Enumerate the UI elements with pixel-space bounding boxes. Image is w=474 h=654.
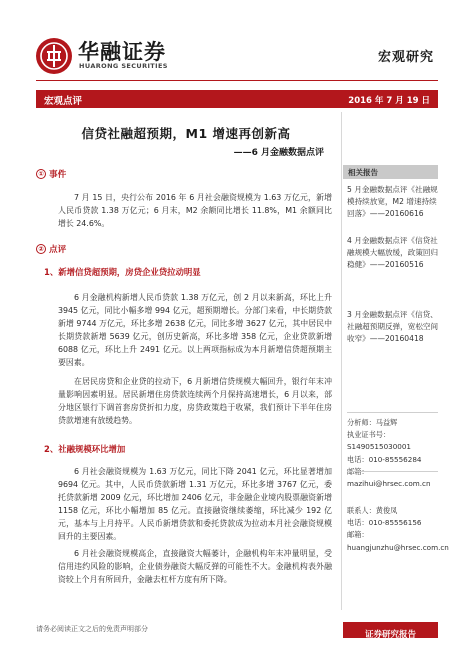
contact-email[interactable]: 邮箱：huangjunzhu@hrsec.com.cn — [347, 530, 449, 552]
related-reports-title: 相关报告 — [348, 168, 378, 177]
event-paragraph: 7 月 15 日，央行公布 2016 年 6 月社会融资规模为 1.63 万亿元，新增人民币贷款 1.38 万亿元；6 月末，M2 余额同比增长 11.8%，M1 余额同比增长 24.6%。 — [58, 193, 332, 228]
analyst-email[interactable]: mazihui@hrsec.com.cn — [347, 479, 431, 489]
section-event-title: 事件 — [49, 170, 67, 180]
contact-person — [347, 505, 449, 554]
contact-divider — [347, 412, 438, 413]
paragraph-4: 6 月社会融资规模高企，直接融资大幅萎计，企融机构年末冲量明显，受信用违约风险的影响，企业债券融资大幅反弹的可能性不大。金融机构表外融资较上个月有所回升，金融去杠杆方度有所下降。 — [58, 549, 332, 584]
subsection-2-heading: 2、社融规模环比增加 — [44, 444, 126, 454]
related-report-item[interactable]: 4 月金融数据点评《信贷社融规模大幅放缓，政策回归稳健》——20160516 — [347, 236, 439, 269]
page-header — [0, 0, 474, 80]
contact-divider — [347, 471, 438, 472]
analyst-phone: 电话：010-85556284 — [347, 454, 422, 464]
report-date: 2016 年 7 月 19 日 — [348, 96, 430, 106]
disclaimer-note: 请务必阅读正文之后的免责声明部分 — [36, 625, 148, 633]
huarong-logo-icon — [36, 38, 72, 74]
logo-text: 华融证券 — [78, 40, 166, 64]
report-title: 信贷社融超预期，M1 增速再创新高 — [81, 126, 291, 141]
report-category: 宏观点评 — [44, 96, 83, 107]
document-type: 宏观研究 — [377, 50, 434, 65]
analyst-name: 分析师：马益辉 — [347, 418, 398, 427]
related-report-item[interactable]: 5 月金融数据点评《社融规模持续放宽，M2 增速持续回落》——20160616 — [347, 185, 438, 218]
analyst-license: 执业证书号：S1490515030001 — [347, 430, 412, 452]
report-type-label: 证券研究报告 — [364, 630, 416, 640]
section-number-icon: ① — [36, 169, 46, 179]
section-comment-title: 点评 — [49, 245, 67, 255]
paragraph-3: 6 月社会融资规模为 1.63 万亿元，同比下降 2041 亿元，环比显著增加 9694 亿元。其中，人民币贷款新增 1.31 万亿元，环比多增 3767 亿元，委托贷款新增 2009 亿元，环比增加 2406 亿元，非金融企业境内股票融资新增 1158 亿元，环比小幅增加 85 亿元。直接融资继续萎缩，环比减少 192 亿元，基本与上月持平。人民币新增贷款和委托贷款成为拉动本月社会融资规模回升的主要因素。 — [58, 467, 332, 541]
related-report-item[interactable]: 3 月金融数据点评《信贷、社融超预期反弹，宽松空间收窄》——20160418 — [347, 310, 439, 343]
report-subtitle: ——6 月金融数据点评 — [233, 148, 324, 158]
paragraph-1: 6 月金融机构新增人民币贷款 1.38 万亿元，创 2 月以来新高，环比上升 3945 亿元，同比小幅多增 994 亿元，超预期增长。分部门来看，中长期贷款新增 9744 万亿元，环比多增 2638 亿元，同比多增 3627 亿元，其中居民中长期贷款新增 5639 亿元，创历史新高，环比多增 358 亿元，企业贷款新增 6088 亿元，环比上升 2491 亿元。以上两项指标成为本月新增信贷超预期主要因素。 — [58, 293, 332, 367]
contact-name: 联系人：黄俊凤 — [347, 506, 398, 515]
paragraph-2: 在居民房贷和企业贷的拉动下，6 月新增信贷规模大幅回升，银行年末冲量影响因素明显。居民新增住房贷款连续两个月保持高速增长，6 月以来，部分地区银行下调首套房贷折扣力度，房贷政策趋于收紧，我们预计下半年住房贷款增速有放缓趋势。 — [58, 377, 332, 425]
section-comment-heading — [36, 243, 66, 255]
header-divider — [36, 80, 438, 81]
subsection-1-heading: 1、新增信贷超预期，房贷企业贷拉动明显 — [44, 267, 201, 277]
report-category-bar — [36, 90, 438, 108]
analyst-contact — [347, 417, 439, 490]
contact-phone: 电话：010-85556156 — [347, 518, 422, 528]
section-event-heading — [36, 168, 66, 180]
sidebar-divider — [341, 112, 342, 610]
section-number-icon: ② — [36, 244, 46, 254]
report-type-badge — [343, 622, 438, 638]
logo-subtext: HUARONG SECURITIES — [79, 62, 168, 70]
related-reports-header — [343, 165, 438, 179]
